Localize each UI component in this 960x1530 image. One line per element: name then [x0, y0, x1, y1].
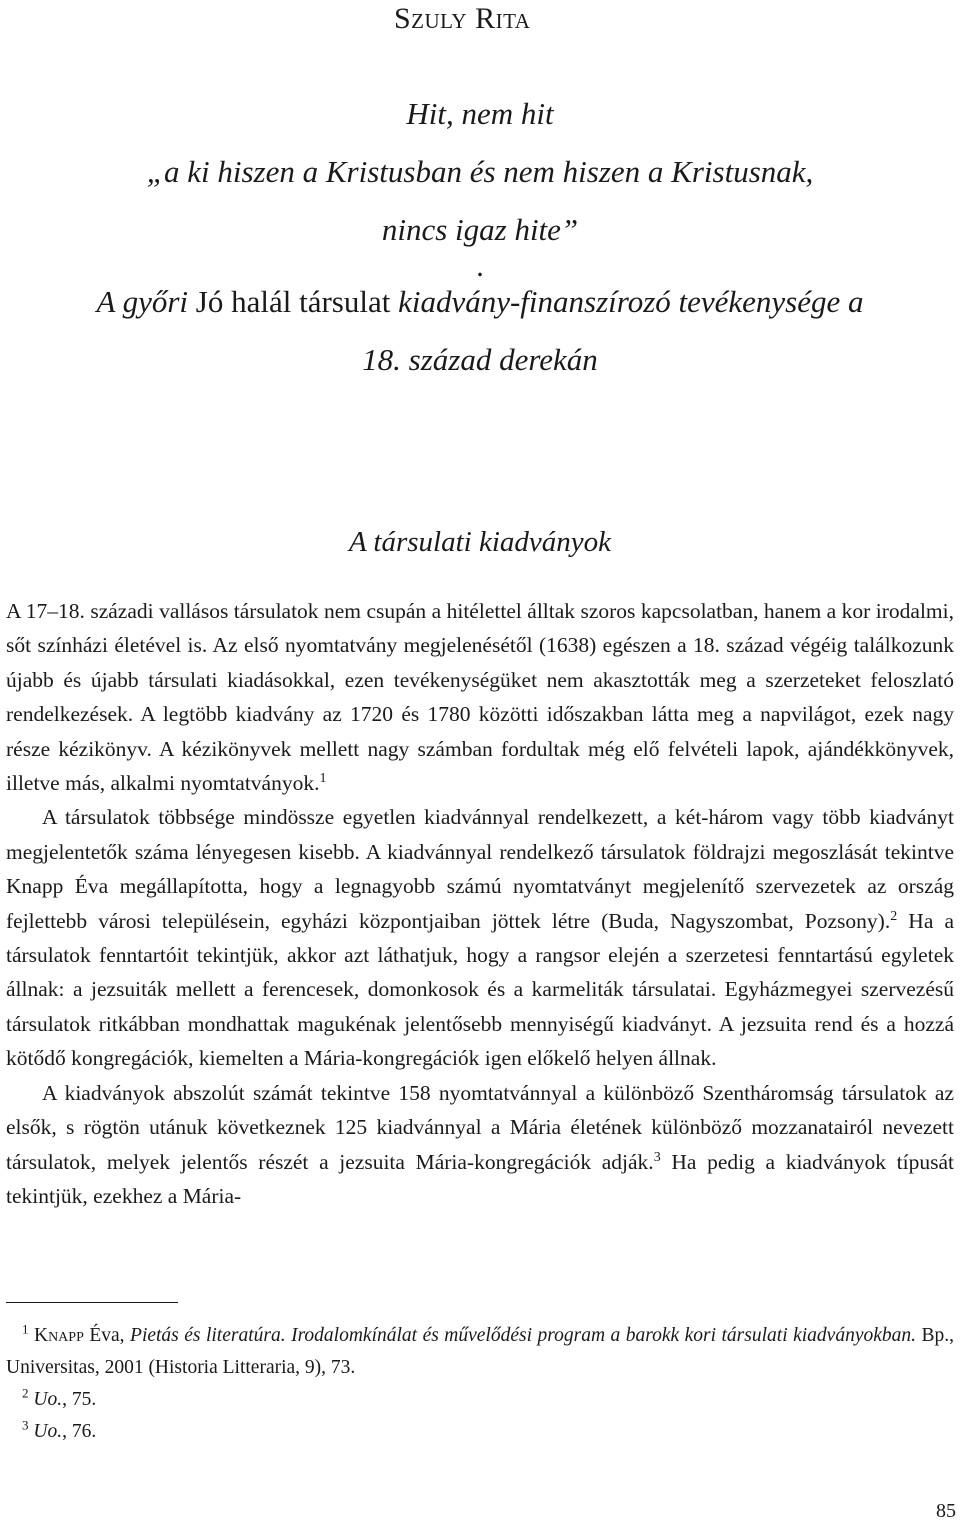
footnote-3-ref: Uo. — [33, 1421, 63, 1442]
footnote-3-number: 3 — [22, 1417, 29, 1433]
footnote-ref-3: 3 — [653, 1149, 661, 1165]
footnote-2-page: , 75. — [62, 1389, 97, 1410]
article-title — [6, 85, 954, 389]
footnote-1-publication: Bp., Universitas, 2001 (Historia Litteraria, 9), 73. — [6, 1325, 954, 1378]
paragraph-2 — [6, 800, 954, 1075]
page-number: 85 — [936, 1500, 956, 1522]
footnotes — [6, 1320, 954, 1448]
footnote-2-ref: Uo. — [33, 1389, 63, 1410]
paragraph-1-text: A 17–18. századi vallásos társulatok nem csupán a hitélettel álltak szoros kapcsolatban, hanem a kor irodalmi, sőt színházi életével is. Az első nyomtatvány megjelenésétől (1638) egészen a 18. század végéig találkozunk újabb és újabb társulati kiadásokkal, ezen tevékenységüket nem akasztották meg a szerzeteket feloszlató rendelkezések. A legtöbb kiadvány az 1720 és 1780 közötti időszakban látta meg a napvilágot, ezek nagy része kézikönyv. A kézikönyvek mellett nagy számban fordultak még elő felvételi lapok, ajándékkönyvek, illetve más, alkalmi nyomtatványok. — [6, 599, 954, 796]
footnote-1 — [6, 1320, 954, 1384]
footnote-2 — [6, 1384, 954, 1416]
paragraph-3-text-a: A kiadványok abszolút számát tekintve 158 nyomtatvánnyal a különböző Szentháromság társulatok az elsők, s rögtön utánuk következnek 125 kiadvánnyal a Mária életének különböző mozzanatairól nevezett társulatok, melyek jelentős részét a jezsuita Mária-kongregációk adják. — [6, 1080, 954, 1174]
title-line-1: Hit, nem hit — [406, 96, 554, 131]
title-dot: . — [476, 248, 484, 283]
body-text — [6, 594, 954, 1213]
paragraph-3-text-b: Ha pedig a kiadványok típusát tekintjük, ezekhez a Mária- — [6, 1149, 954, 1208]
author-name: Szuly Rita — [394, 2, 531, 35]
paragraph-2-text-b: Ha a társulatok fenntartóit tekintjük, akkor azt láthatjuk, hogy a rangsor elején a szerzetesi fenntartású egyletek állnak: a jezsuiták mellett a ferencesek, domonkosok és a karmeliták társulatai. Egyházmegyei szervezésű társulatok ritkábban mondhattak magukénak jelentősebb mennyiségű kiadványt. A jezsuita rend és a hozzá kötődő kongregációk, kiemelten a Mária-kongregációk igen előkelő helyen állnak. — [6, 908, 954, 1071]
footnote-divider — [6, 1302, 178, 1303]
section-heading: A társulati kiadványok — [348, 526, 612, 558]
title-line-3: nincs igaz hite” — [381, 212, 579, 247]
paragraph-3 — [6, 1076, 954, 1214]
title-line-5-italic-a: A győri — [96, 284, 189, 319]
title-line-2: „a ki hiszen a Kristusban és nem hiszen a Kristusnak, — [146, 154, 814, 189]
title-line-5-roman: Jó halál társulat — [188, 284, 399, 319]
title-line-5 — [6, 273, 954, 331]
footnote-1-number: 1 — [22, 1321, 29, 1337]
title-line-5-italic-b: kiadvány-finanszírozó tevékenysége a — [398, 284, 864, 319]
footnote-3-page: , 76. — [62, 1421, 97, 1442]
title-line-6: 18. század derekán — [362, 342, 598, 377]
footnote-ref-2: 2 — [890, 908, 898, 924]
footnote-2-number: 2 — [22, 1385, 29, 1401]
footnote-3 — [6, 1416, 954, 1448]
paragraph-1 — [6, 594, 954, 800]
footnote-1-author: Knapp — [33, 1325, 84, 1346]
footnote-ref-1: 1 — [319, 770, 327, 786]
paragraph-2-text-a: A társulatok többsége mindössze egyetlen kiadvánnyal rendelkezett, a két-három vagy több kiadványt megjelentetők száma lényegesen kisebb. A kiadvánnyal rendelkező társulatok földrajzi megoszlását tekintve Knapp Éva megállapította, hogy a legnagyobb számú nyomtatványt megjelenítő szervezetek az ország fejlettebb városi településein, egyházi központjaiban jöttek létre (Buda, Nagyszombat, Pozsony). — [6, 805, 954, 933]
footnote-1-title: Pietás és literatúra. Irodalomkínálat és művelődési program a barokk kori társulati kiadványokban. — [130, 1325, 917, 1346]
footnote-1-firstname: Éva, — [83, 1325, 131, 1346]
